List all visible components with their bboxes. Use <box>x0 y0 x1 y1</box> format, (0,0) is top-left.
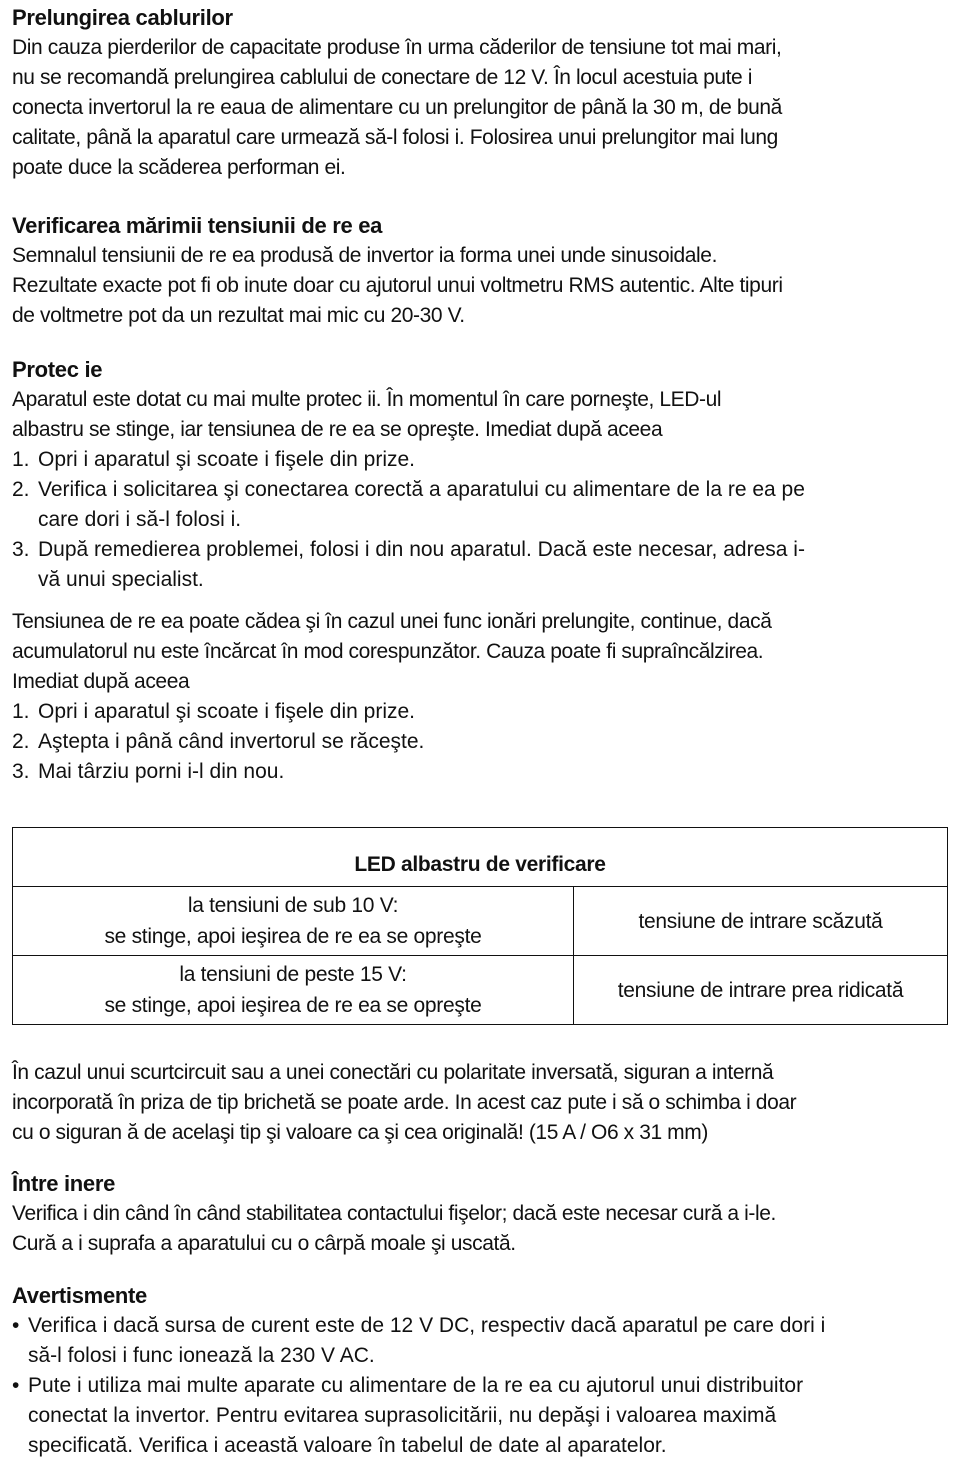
table-cell-condition: la tensiuni de sub 10 V: se stinge, apoi ieşirea de re ea se opreşte <box>13 887 574 956</box>
list-item <box>12 475 948 535</box>
text-line: incorporată în priza de tip brichetă se poate arde. In acest caz pute i să o schimba i doar <box>12 1091 797 1114</box>
list-item <box>12 1371 948 1461</box>
section-short-circuit <box>12 1058 948 1148</box>
text-line: Verifica i din când în când stabilitatea contactului fişelor; dacă este necesar cură a i-le. <box>12 1202 776 1225</box>
item-text: Pute i utiliza mai multe aparate cu alimentare de la re ea cu ajutorul unui distribuitor conectat la invertor. Pentru evitarea suprasolicitării, nu depăşi i valoarea maximă specificată. Verifica i această valoare în tabelul de date al aparatelor. <box>28 1374 804 1457</box>
text-line: Tensiunea de re ea poate cădea şi în cazul unei func ionări prelungite, continue, dacă <box>12 610 772 633</box>
list-item <box>12 1311 948 1371</box>
item-number: 3. <box>12 538 30 561</box>
led-status-table <box>12 827 948 1025</box>
table-header-row <box>13 828 948 887</box>
section-voltage-check <box>12 211 948 331</box>
item-number: 3. <box>12 760 30 783</box>
text-line: nu se recomandă prelungirea cablului de conectare de 12 V. În locul acestuia pute i <box>12 66 753 89</box>
list-item <box>12 697 948 727</box>
item-text: După remedierea problemei, folosi i din nou aparatul. Dacă este necesar, adresa i- vă unui specialist. <box>38 538 805 591</box>
item-number: 2. <box>12 730 30 753</box>
text-line: poate duce la scăderea performan ei. <box>12 156 346 179</box>
text-line: În cazul unui scurtcircuit sau a unei conectări cu polaritate inversată, siguran a internă <box>12 1061 774 1084</box>
text-line: de voltmetre pot da un rezultat mai mic cu 20-30 V. <box>12 304 465 327</box>
text-line: albastru se stinge, iar tensiunea de re ea se opreşte. Imediat după aceea <box>12 418 663 441</box>
section-protection <box>12 355 948 787</box>
text-line: Rezultate exacte pot fi ob inute doar cu ajutorul unui voltmetru RMS autentic. Alte tipuri <box>12 274 783 297</box>
section-title: Avertismente <box>12 1283 147 1308</box>
table-cell-result: tensiune de intrare prea ridicată <box>574 956 948 1025</box>
section-title: Prelungirea cablurilor <box>12 5 233 30</box>
item-text: Verifica i dacă sursa de curent este de 12 V DC, respectiv dacă aparatul pe care dori i să-l folosi i func ionează la 230 V AC. <box>28 1314 826 1367</box>
text-line: Semnalul tensiunii de re ea produsă de invertor ia forma unei unde sinusoidale. <box>12 244 718 267</box>
item-text: Opri i aparatul şi scoate i fişele din prize. <box>38 700 416 723</box>
table-row <box>13 887 948 956</box>
text-line: Din cauza pierderilor de capacitate produse în urma căderilor de tensiune tot mai mari, <box>12 36 782 59</box>
bullet-icon: • <box>12 1314 20 1337</box>
text-line: Aparatul este dotat cu mai multe protec ii. În momentul în care porneşte, LED-ul <box>12 388 722 411</box>
item-number: 2. <box>12 478 30 501</box>
list-item <box>12 535 948 595</box>
list-item <box>12 445 948 475</box>
item-text: Opri i aparatul şi scoate i fişele din prize. <box>38 448 416 471</box>
bullet-icon: • <box>12 1374 20 1397</box>
table-cell-condition: la tensiuni de peste 15 V: se stinge, apoi ieşirea de re ea se opreşte <box>13 956 574 1025</box>
item-text: Aştepta i până când invertorul se răceşte. <box>38 730 425 753</box>
section-title: Verificarea mărimii tensiunii de re ea <box>12 213 383 238</box>
item-number: 1. <box>12 448 30 471</box>
item-text: Mai târziu porni i-l din nou. <box>38 760 285 783</box>
text-line: cu o siguran ă de acelaşi tip şi valoare ca şi cea originală! (15 A / O6 x 31 mm) <box>12 1121 708 1144</box>
text-line: calitate, până la aparatul care urmează să-l folosi i. Folosirea unui prelungitor mai lung <box>12 126 778 149</box>
section-maintenance <box>12 1169 948 1259</box>
section-cable-extension <box>12 3 948 183</box>
section-title: Între inere <box>12 1171 116 1196</box>
text-line: conecta invertorul la re eaua de alimentare cu un prelungitor de până la 30 m, de bună <box>12 96 782 119</box>
text-line: Imediat după aceea <box>12 670 190 693</box>
list-item <box>12 757 948 787</box>
list-item <box>12 727 948 757</box>
text-line: Cură a i suprafa a aparatului cu o cârpă moale şi uscată. <box>12 1232 516 1255</box>
section-warnings <box>12 1281 948 1461</box>
table-header: LED albastru de verificare <box>13 828 948 887</box>
item-number: 1. <box>12 700 30 723</box>
section-title: Protec ie <box>12 357 103 382</box>
text-line: acumulatorul nu este încărcat în mod corespunzător. Cauza poate fi supraîncălzirea. <box>12 640 764 663</box>
table-cell-result: tensiune de intrare scăzută <box>574 887 948 956</box>
table-row <box>13 956 948 1025</box>
item-text: Verifica i solicitarea şi conectarea corectă a aparatului cu alimentare de la re ea pe care dori i să-l folosi i. <box>38 478 805 531</box>
